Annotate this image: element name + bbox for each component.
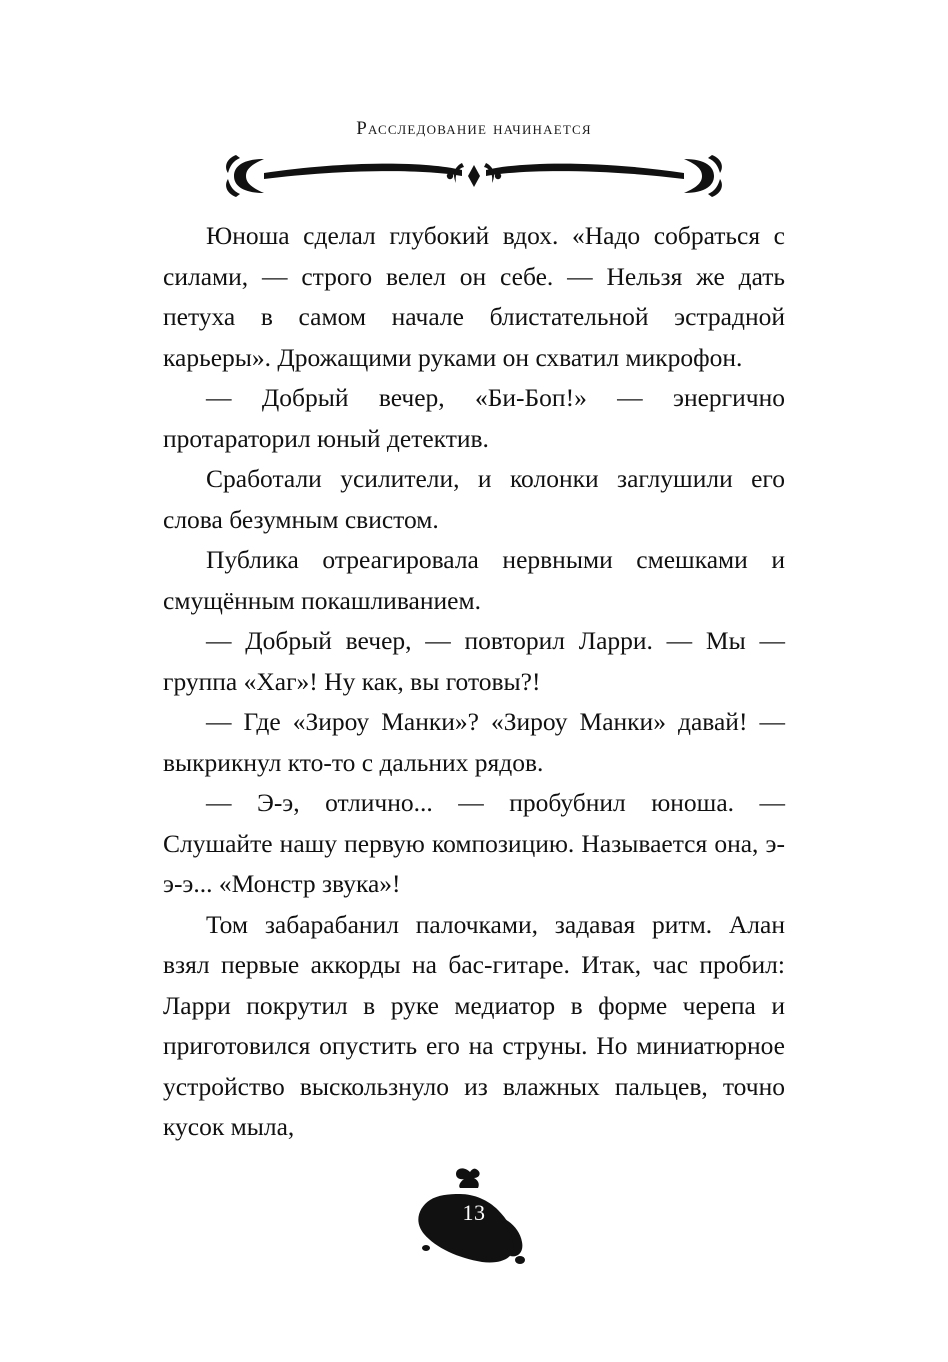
paragraph: Публика отреагировала нервными смешками и смущённым покашливанием. (163, 545, 785, 615)
page-number: 13 (462, 1200, 486, 1225)
paragraph: — Добрый вечер, «Би-Боп!» — энергично протараторил юный детектив. (163, 383, 785, 453)
flourish-divider-ornament (0, 150, 948, 202)
paragraph: Сработали усилители, и колонки заглушили его слова безумным свистом. (163, 464, 785, 534)
body-text (163, 216, 785, 1148)
paragraph: — Э-э, отлично... — пробубнил юноша. — Слушайте нашу первую композицию. Называется она, э-э-э... «Монстр звука»! (163, 788, 785, 898)
paragraph: — Где «Зироу Манки»? «Зироу Манки» давай! — выкрикнул кто-то с дальних рядов. (163, 707, 785, 777)
running-head: Расследование начинается (356, 118, 592, 139)
paragraph: — Добрый вечер, — повторил Ларри. — Мы — группа «Хаг»! Ну как, вы готовы?! (163, 626, 785, 696)
ink-blot-shape (394, 1164, 554, 1274)
paragraph: Том забарабанил палочками, задавая ритм. Алан взял первые аккорды на бас-гитаре. Итак, час пробил: Ларри покрутил в руке медиатор в форме черепа и приготовился опустить его на струны. Но миниатюрное устройство выскользнуло из влажных пальцев, точно кусок мыла, (163, 909, 785, 1141)
page-footer (0, 1164, 948, 1274)
paragraph: Юноша сделал глубокий вдох. «Надо собраться с силами, — строго велел он себе. — Нельзя же дать петуха в самом начале блистательной эстрадной карьеры». Дрожащими руками он схватил микрофон. (163, 221, 785, 372)
